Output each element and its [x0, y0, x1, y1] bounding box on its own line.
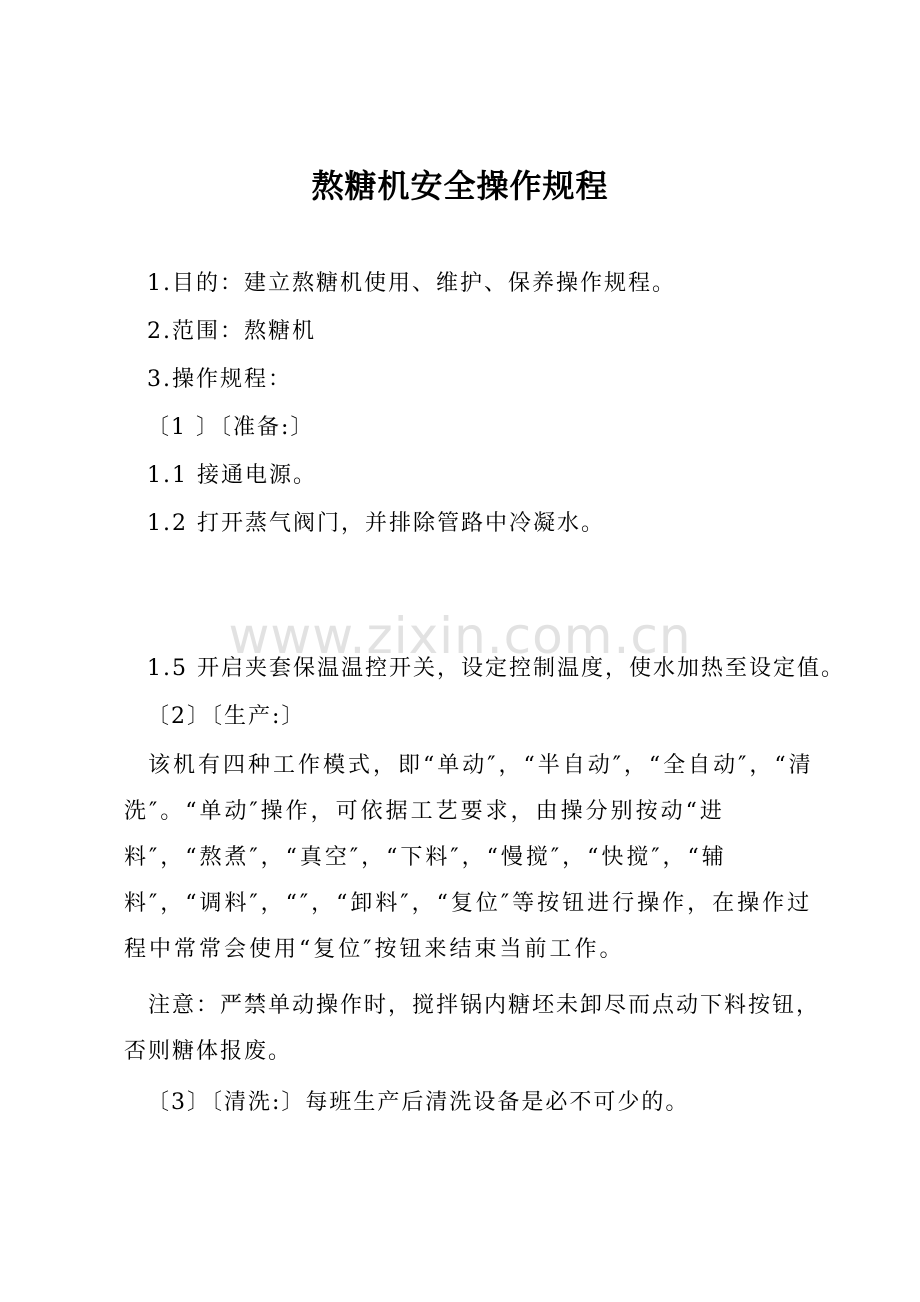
caution-paragraph: 注意：严禁单动操作时，搅拌锅内糖坯未卸尽而点动下料按钮，否则糖体报废。 — [124, 993, 821, 1064]
step-1-1: 1.1 接通电源。 — [147, 463, 317, 488]
cleaning-line: 〔3〕〔清洗:〕每班生产后清洗设备是必不可少的。 — [147, 1090, 690, 1115]
step-1-5: 1.5 开启夹套保温温控开关，设定控制温度，使水加热至设定值。 — [147, 656, 845, 681]
watermark: www.zixin.com.cn — [228, 607, 692, 665]
purpose-line: 1.目的：建立熬糖机使用、维护、保养操作规程。 — [147, 271, 676, 296]
procedure-heading: 3.操作规程： — [147, 367, 292, 392]
step-1-2: 1.2 打开蒸气阀门，并排除管路中冷凝水。 — [147, 511, 605, 536]
prep-heading: 〔1 〕〔准备:〕 — [147, 415, 315, 440]
production-paragraph: 该机有四种工作模式，即“单动″，“半自动″，“全自动″，“清洗″。“单动″操作，可依据工艺要求，由操分别按动“进料″，“熬煮″，“真空″，“下料″，“慢搅″，“快搅″，“辅料″，“调料″，“″，“卸料″，“复位″等按钮进行操作，在操作过程中常常会使用“复位″按钮来结束当前工作。 — [124, 753, 814, 962]
scope-line: 2.范围：熬糖机 — [147, 319, 316, 344]
page-title: 熬糖机安全操作规程 — [311, 167, 609, 205]
production-heading: 〔2〕〔生产:〕 — [147, 704, 306, 729]
